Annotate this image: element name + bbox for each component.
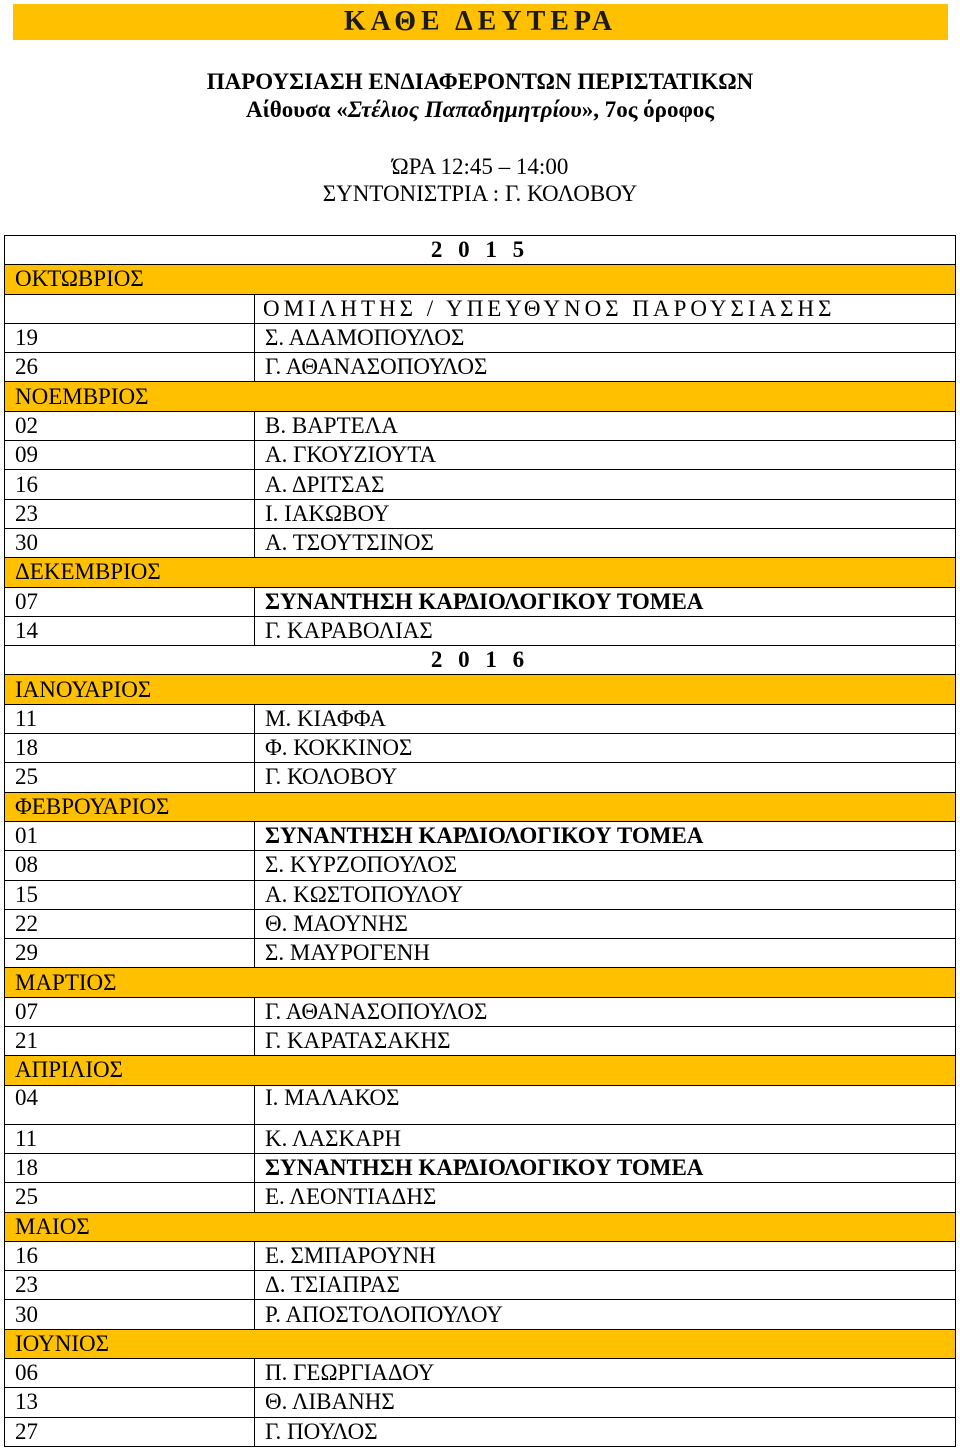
schedule-entry-row [5,587,956,616]
month-row [5,792,956,821]
schedule-entry-row [5,499,956,528]
entry-day: 09 [5,441,255,470]
schedule-entry-row [5,821,956,850]
room-name: Στέλιος Παπαδημητρίου [347,97,582,122]
entry-day: 25 [5,763,255,792]
month-label: ΜΑΙΟΣ [5,1212,956,1241]
speaker-name: Ε. ΣΜΠΑΡΟΥΝΗ [255,1241,956,1270]
month-row [5,558,956,587]
speaker-column-header: ΟΜΙΛΗΤΗΣ / ΥΠΕΥΘΥΝΟΣ ΠΑΡΟΥΣΙΑΣΗΣ [255,294,956,323]
entry-day: 07 [5,997,255,1026]
schedule-entry-row [5,1241,956,1270]
speaker-name: Ι. ΙΑΚΩΒΟΥ [255,499,956,528]
entry-day: 15 [5,880,255,909]
column-header-row [5,294,956,323]
entry-day: 22 [5,909,255,938]
page-title: ΠΑΡΟΥΣΙΑΣΗ ΕΝΔΙΑΦΕΡΟΝΤΩΝ ΠΕΡΙΣΤΑΤΙΚΩΝ [206,69,754,94]
entry-day: 02 [5,411,255,440]
entry-day: 11 [5,704,255,733]
entry-day: 01 [5,821,255,850]
speaker-name: Γ. ΠΟΥΛΟΣ [255,1417,956,1446]
month-row [5,1329,956,1358]
entry-day: 23 [5,499,255,528]
speaker-name: Σ. ΚΥΡΖΟΠΟΥΛΟΣ [255,851,956,880]
month-row [5,1056,956,1085]
entry-day: 04 [5,1085,255,1124]
year-label: 2 0 1 6 [5,646,956,675]
entry-day: 18 [5,734,255,763]
entry-day: 16 [5,470,255,499]
speaker-name: Θ. ΜΑΟΥΝΗΣ [255,909,956,938]
time-line: ΏΡΑ 12:45 – 14:00 [391,154,569,179]
speaker-name: Γ. ΑΘΑΝΑΣΟΠΟΥΛΟΣ [255,353,956,382]
speaker-name: Γ. ΚΑΡΑΒΟΛΙΑΣ [255,616,956,645]
location-prefix: Αίθουσα « [245,97,348,122]
schedule-entry-row [5,1388,956,1417]
entry-day: 18 [5,1153,255,1182]
entry-day: 30 [5,528,255,557]
department-meeting: ΣΥΝΑΝΤΗΣΗ ΚΑΡΔΙΟΛΟΓΙΚΟΥ ΤΟΜΕΑ [255,821,956,850]
month-label: ΟΚΤΩΒΡΙΟΣ [5,265,956,294]
schedule-entry-row [5,1183,956,1212]
speaker-name: Σ. ΜΑΥΡΟΓΕΝΗ [255,939,956,968]
entry-day: 27 [5,1417,255,1446]
schedule-entry-row [5,1271,956,1300]
schedule-entry-row [5,939,956,968]
speaker-name: Γ. ΑΘΑΝΑΣΟΠΟΥΛΟΣ [255,997,956,1026]
speaker-name: Α. ΤΣΟΥΤΣΙΝΟΣ [255,528,956,557]
month-label: ΑΠΡΙΛΙΟΣ [5,1056,956,1085]
schedule-entry-row [5,411,956,440]
speaker-name: Κ. ΛΑΣΚΑΡΗ [255,1124,956,1153]
month-row [5,265,956,294]
schedule-entry-row [5,1300,956,1329]
speaker-name: Φ. ΚΟΚΚΙΝΟΣ [255,734,956,763]
schedule-entry-row [5,1153,956,1182]
coordinator-line: ΣΥΝΤΟΝΙΣΤΡΙΑ : Γ. ΚΟΛΟΒΟΥ [322,181,638,206]
speaker-name: Θ. ΛΙΒΑΝΗΣ [255,1388,956,1417]
speaker-name: Μ. ΚΙΑΦΦΑ [255,704,956,733]
schedule-entry-row [5,997,956,1026]
speaker-name: Ι. ΜΑΛΑΚΟΣ [255,1085,956,1124]
month-row [5,382,956,411]
schedule-entry-row [5,1358,956,1387]
schedule-entry-row [5,470,956,499]
schedule-entry-row [5,851,956,880]
entry-day: 30 [5,1300,255,1329]
schedule-entry-row [5,1027,956,1056]
schedule-entry-row [5,441,956,470]
speaker-name: Ε. ΛΕΟΝΤΙΑΔΗΣ [255,1183,956,1212]
entry-day: 21 [5,1027,255,1056]
schedule-body [5,236,956,1447]
page-banner: ΚΑΘΕ ΔΕΥΤΕΡΑ [13,4,948,40]
schedule-entry-row [5,704,956,733]
schedule-entry-row [5,734,956,763]
department-meeting: ΣΥΝΑΝΤΗΣΗ ΚΑΡΔΙΟΛΟΓΙΚΟΥ ΤΟΜΕΑ [255,587,956,616]
schedule-entry-row [5,1085,956,1124]
entry-day: 07 [5,587,255,616]
schedule-entry-row [5,528,956,557]
month-label: ΜΑΡΤΙΟΣ [5,968,956,997]
month-label: ΝΟΕΜΒΡΙΟΣ [5,382,956,411]
schedule-entry-row [5,353,956,382]
entry-day: 19 [5,323,255,352]
schedule-entry-row [5,880,956,909]
entry-day: 25 [5,1183,255,1212]
entry-day: 16 [5,1241,255,1270]
month-row [5,1212,956,1241]
speaker-name: Π. ΓΕΩΡΓΙΑΔΟΥ [255,1358,956,1387]
year-label: 2 0 1 5 [5,236,956,265]
month-label: ΙΑΝΟΥΑΡΙΟΣ [5,675,956,704]
speaker-name: Ρ. ΑΠΟΣΤΟΛΟΠΟΥΛΟΥ [255,1300,956,1329]
day-column-header [5,294,255,323]
month-row [5,675,956,704]
schedule-entry-row [5,1124,956,1153]
entry-day: 29 [5,939,255,968]
location-line [0,96,960,124]
entry-day: 26 [5,353,255,382]
month-label: ΔΕΚΕΜΒΡΙΟΣ [5,558,956,587]
schedule-entry-row [5,616,956,645]
entry-day: 13 [5,1388,255,1417]
speaker-name: Α. ΓΚΟΥΖΙΟΥΤΑ [255,441,956,470]
year-row [5,236,956,265]
speaker-name: Α. ΚΩΣΤΟΠΟΥΛΟΥ [255,880,956,909]
schedule-entry-row [5,763,956,792]
entry-day: 08 [5,851,255,880]
schedule-entry-row [5,1417,956,1446]
schedule-entry-row [5,323,956,352]
department-meeting: ΣΥΝΑΝΤΗΣΗ ΚΑΡΔΙΟΛΟΓΙΚΟΥ ΤΟΜΕΑ [255,1153,956,1182]
schedule-table [4,235,956,1447]
speaker-name: Γ. ΚΟΛΟΒΟΥ [255,763,956,792]
entry-day: 06 [5,1358,255,1387]
entry-day: 23 [5,1271,255,1300]
year-row [5,646,956,675]
month-row [5,968,956,997]
location-suffix: », 7ος όροφος [581,97,715,122]
month-label: ΙΟΥΝΙΟΣ [5,1329,956,1358]
entry-day: 14 [5,616,255,645]
speaker-name: Δ. ΤΣΙΑΠΡΑΣ [255,1271,956,1300]
speaker-name: Β. ΒΑΡΤΕΛΑ [255,411,956,440]
month-label: ΦΕΒΡΟΥΑΡΙΟΣ [5,792,956,821]
schedule-entry-row [5,909,956,938]
speaker-name: Σ. ΑΔΑΜΟΠΟΥΛΟΣ [255,323,956,352]
speaker-name: Γ. ΚΑΡΑΤΑΣΑΚΗΣ [255,1027,956,1056]
entry-day: 11 [5,1124,255,1153]
speaker-name: Α. ΔΡΙΤΣΑΣ [255,470,956,499]
